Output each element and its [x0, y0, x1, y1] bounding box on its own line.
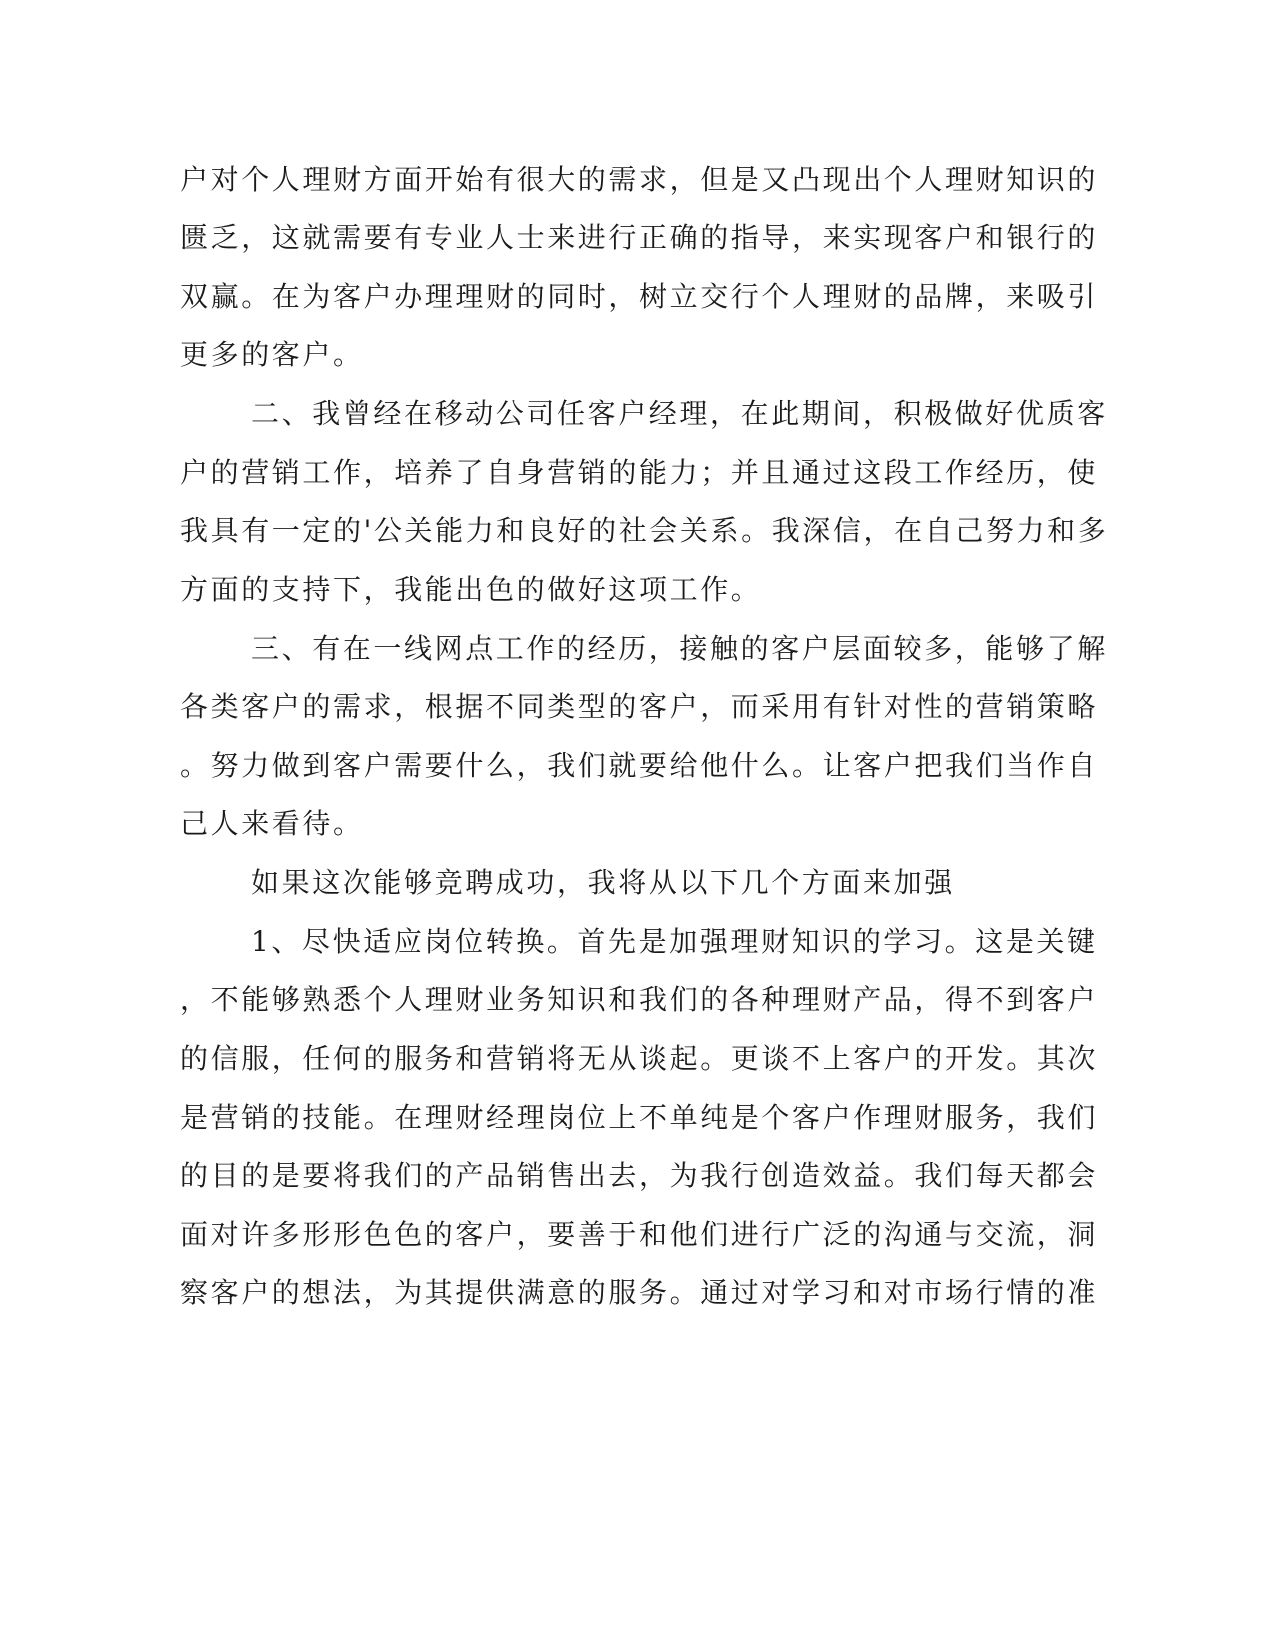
- paragraph-first-line: 三、有在一线网点工作的经历，接触的客户层面较多，能够了解: [251, 632, 1108, 665]
- text-line: 。努力做到客户需要什么，我们就要给他什么。让客户把我们当作自: [180, 749, 1099, 782]
- text-line: 户对个人理财方面开始有很大的需求，但是又凸现出个人理财知识的: [180, 163, 1099, 196]
- text-line: 面对许多形形色色的客户，要善于和他们进行广泛的沟通与交流，洞: [180, 1218, 1099, 1251]
- text-line: ，不能够熟悉个人理财业务知识和我们的各种理财产品，得不到客户: [180, 983, 1099, 1016]
- paragraph-first-line: 如果这次能够竞聘成功，我将从以下几个方面来加强: [251, 866, 955, 899]
- text-line: 方面的支持下，我能出色的做好这项工作。: [180, 573, 762, 606]
- text-line: 是营销的技能。在理财经理岗位上不单纯是个客户作理财服务，我们: [180, 1101, 1099, 1134]
- text-line: 户的营销工作，培养了自身营销的能力；并且通过这段工作经历，使: [180, 456, 1099, 489]
- paragraph-first-line: 1、尽快适应岗位转换。首先是加强理财知识的学习。这是关键: [251, 925, 1098, 958]
- text-line: 双赢。在为客户办理理财的同时，树立交行个人理财的品牌，来吸引: [180, 280, 1099, 313]
- text-line: 的信服，任何的服务和营销将无从谈起。更谈不上客户的开发。其次: [180, 1042, 1099, 1075]
- text-line: 己人来看待。: [180, 807, 364, 840]
- text-line: 的目的是要将我们的产品销售出去，为我行创造效益。我们每天都会: [180, 1159, 1099, 1192]
- text-line: 察客户的想法，为其提供满意的服务。通过对学习和对市场行情的准: [180, 1276, 1099, 1309]
- text-line: 更多的客户。: [180, 338, 364, 371]
- text-line: 各类客户的需求，根据不同类型的客户，而采用有针对性的营销策略: [180, 690, 1099, 723]
- text-line: 匮乏，这就需要有专业人士来进行正确的指导，来实现客户和银行的: [180, 221, 1099, 254]
- text-line: 我具有一定的'公关能力和良好的社会关系。我深信，在自己努力和多: [180, 514, 1109, 547]
- paragraph-first-line: 二、我曾经在移动公司任客户经理，在此期间，积极做好优质客: [251, 397, 1108, 430]
